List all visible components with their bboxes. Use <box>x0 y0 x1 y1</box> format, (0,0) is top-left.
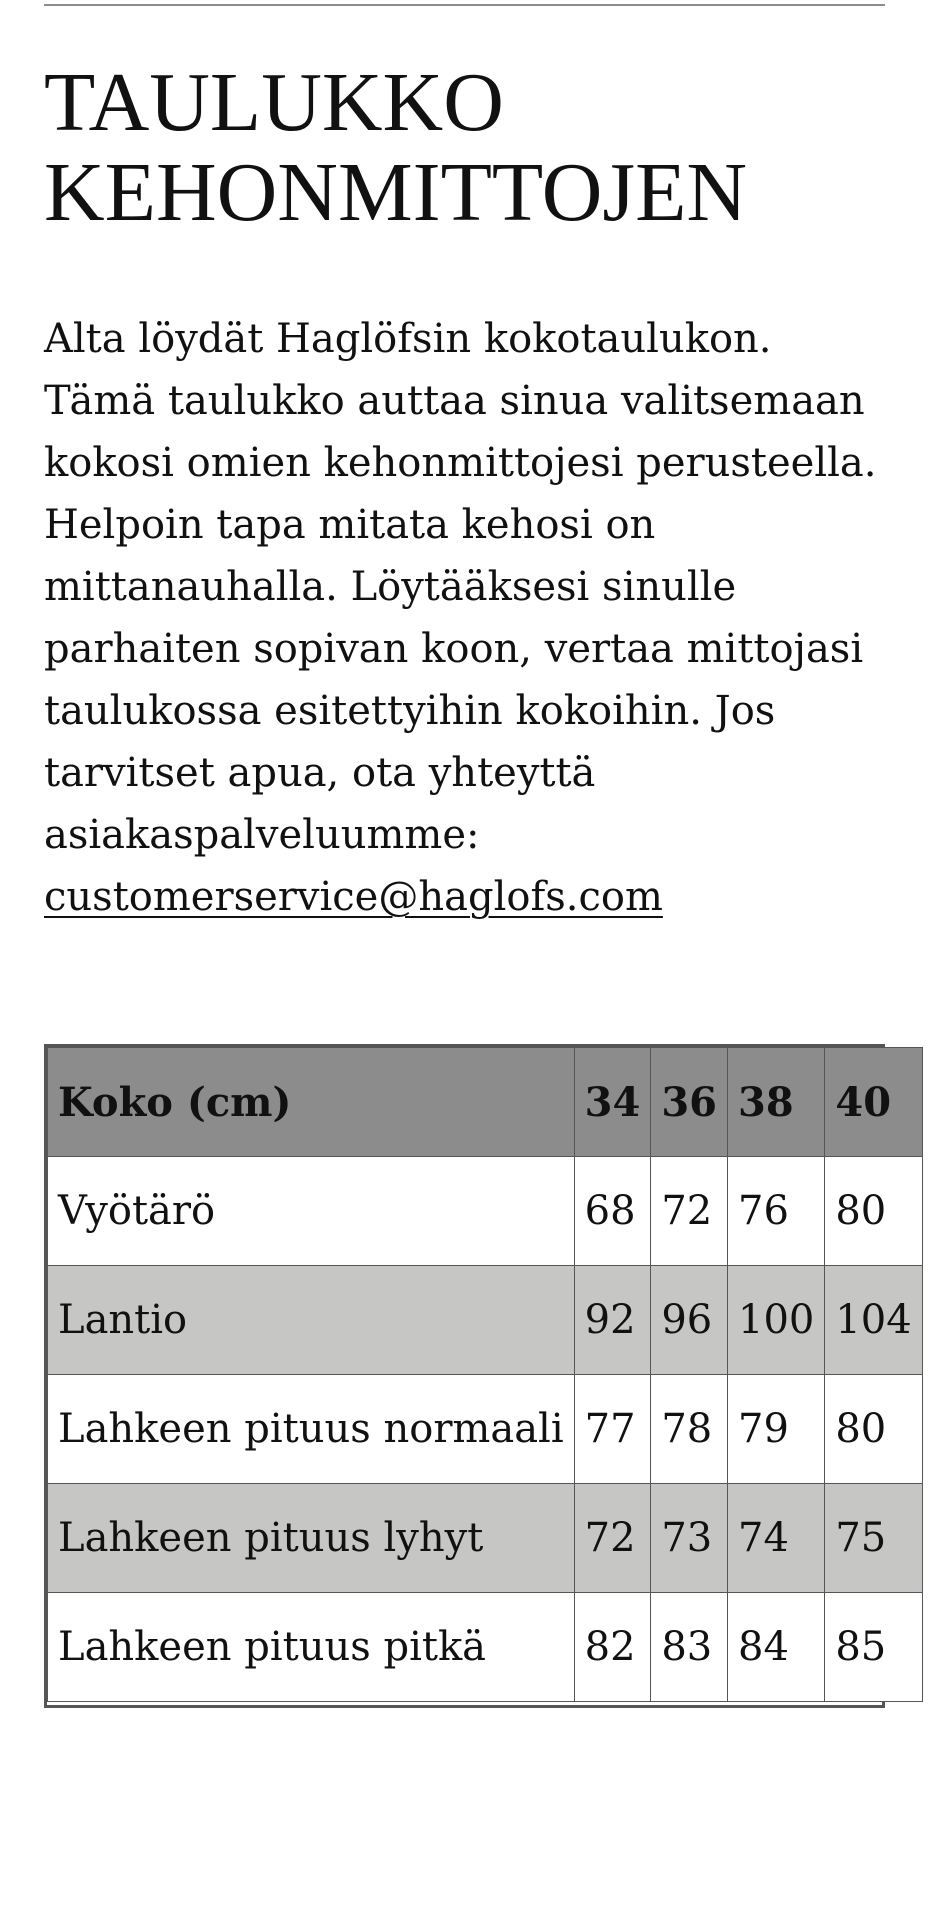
page-content <box>44 0 885 928</box>
table-row <box>48 1375 923 1484</box>
header-cell-size: 40 <box>825 1048 922 1157</box>
table-cell: 80 <box>825 1157 922 1266</box>
table-cell: 100 <box>728 1266 825 1375</box>
table-cell: 78 <box>651 1375 728 1484</box>
table-cell: 83 <box>651 1593 728 1702</box>
table-cell: 96 <box>651 1266 728 1375</box>
table-cell: 74 <box>728 1484 825 1593</box>
table-cell: 82 <box>574 1593 651 1702</box>
table-cell: 77 <box>574 1375 651 1484</box>
row-label: Lahkeen pituus pitkä <box>48 1593 575 1702</box>
header-cell-size: 38 <box>728 1048 825 1157</box>
row-label: Lantio <box>48 1266 575 1375</box>
top-divider <box>44 4 885 6</box>
page-title-line-2: KEHONMITTOJEN <box>44 146 748 239</box>
header-cell-label: Koko (cm) <box>48 1048 575 1157</box>
size-table-container[interactable] <box>44 1044 912 1708</box>
intro-paragraph <box>44 308 894 928</box>
page-title <box>44 58 885 238</box>
table-cell: 72 <box>574 1484 651 1593</box>
table-cell: 92 <box>574 1266 651 1375</box>
row-label: Vyötärö <box>48 1157 575 1266</box>
table-cell: 80 <box>825 1375 922 1484</box>
header-cell-size: 36 <box>651 1048 728 1157</box>
table-header-row <box>48 1048 923 1157</box>
table-cell: 104 <box>825 1266 922 1375</box>
intro-text: Alta löydät Haglöfsin kokotaulukon. Tämä taulukko auttaa sinua valitsemaan kokosi omien kehonmittojesi perusteella. Helpoin tapa mitata kehosi on mittanauhalla. Löytääksesi sinulle parhaiten sopivan koon, vertaa mittojasi taulukossa esitettyihin kokoihin. Jos tarvitset apua, ota yhteyttä asiakaspalveluumme: <box>44 316 877 858</box>
customer-service-email-link[interactable]: customerservice@haglofs.com <box>44 874 663 920</box>
table-cell: 72 <box>651 1157 728 1266</box>
table-row <box>48 1157 923 1266</box>
table-cell: 75 <box>825 1484 922 1593</box>
table-row <box>48 1593 923 1702</box>
table-cell: 79 <box>728 1375 825 1484</box>
row-label: Lahkeen pituus normaali <box>48 1375 575 1484</box>
table-cell: 84 <box>728 1593 825 1702</box>
table-cell: 85 <box>825 1593 922 1702</box>
row-label: Lahkeen pituus lyhyt <box>48 1484 575 1593</box>
size-chart-table <box>47 1047 923 1702</box>
table-row <box>48 1266 923 1375</box>
table-cell: 73 <box>651 1484 728 1593</box>
table-row <box>48 1484 923 1593</box>
page-title-line-1: TAULUKKO <box>44 56 504 149</box>
header-cell-size: 34 <box>574 1048 651 1157</box>
table-cell: 68 <box>574 1157 651 1266</box>
table-cell: 76 <box>728 1157 825 1266</box>
